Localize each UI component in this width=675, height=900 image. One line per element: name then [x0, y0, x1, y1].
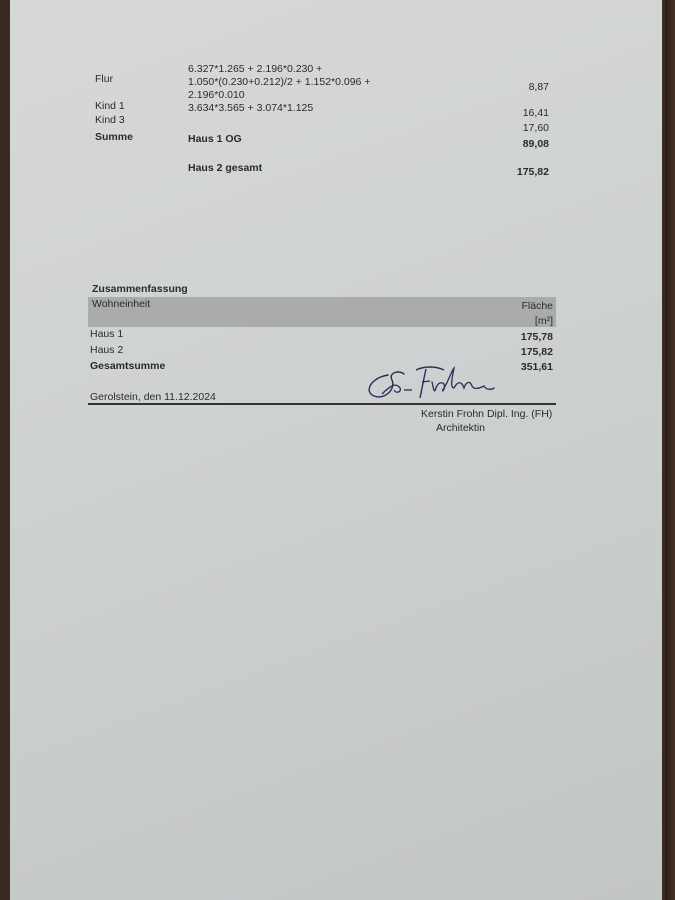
- summary-row-label: Haus 2: [90, 344, 124, 356]
- kind1-label: Kind 1: [95, 100, 125, 112]
- flur-formula-line2: 1.050*(0.230+0.212)/2 + 1.152*0.096 +: [188, 76, 371, 88]
- flur-formula-line1: 6.327*1.265 + 2.196*0.230 +: [188, 63, 323, 75]
- flur-label: Flur: [95, 73, 114, 85]
- kind1-formula: 3.634*3.565 + 3.074*1.125: [188, 102, 314, 114]
- kind1-value: 16,41: [522, 107, 549, 119]
- summary-title: Zusammenfassung: [92, 283, 188, 295]
- signature-line: [88, 403, 556, 405]
- total-label: Gesamtsumme: [90, 360, 166, 372]
- summe-label: Summe: [95, 131, 133, 143]
- background-table: [665, 0, 675, 900]
- flur-formula-line3: 2.196*0.010: [188, 89, 245, 101]
- summe-name: Haus 1 OG: [188, 133, 242, 145]
- signatory-name: Kerstin Frohn Dipl. Ing. (FH): [421, 408, 553, 420]
- flur-value: 8,87: [528, 81, 549, 93]
- kind3-value: 17,60: [522, 122, 549, 134]
- summary-row-value: 175,82: [520, 346, 553, 358]
- col-area-unit: [m²]: [534, 315, 553, 327]
- summary-row-value: 175,78: [520, 331, 553, 343]
- summe-value: 89,08: [522, 138, 549, 150]
- place-date: Gerolstein, den 11.12.2024: [90, 391, 216, 403]
- summary-row-label: Haus 1: [90, 328, 124, 340]
- gesamt-name: Haus 2 gesamt: [188, 162, 263, 174]
- kind3-label: Kind 3: [95, 114, 125, 126]
- signature-icon: [360, 360, 495, 405]
- signatory-role: Architektin: [436, 422, 486, 434]
- gesamt-value: 175,82: [516, 166, 549, 178]
- col-unit-header: Wohneinheit: [92, 298, 151, 310]
- total-value: 351,61: [520, 361, 553, 373]
- col-area-header: Fläche: [521, 300, 553, 312]
